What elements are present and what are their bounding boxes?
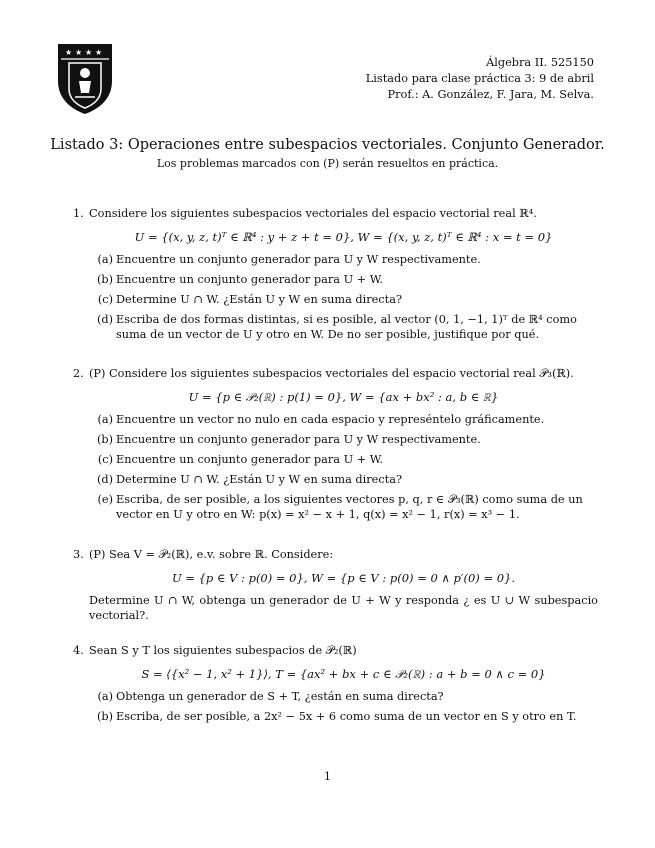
problem-2 [73,366,598,527]
problem-equation: S = ⟨{x² − 1, x² + 1}⟩, T = {ax² + bx + c ∈ 𝒫₂(ℝ) : a + b = 0 ∧ c = 0} [141,667,546,681]
problem-part [89,689,598,704]
part-text: Determine U ∩ W. ¿Están U y W en suma directa? [116,293,403,306]
problem-3 [73,547,598,623]
problem-statement: Sean S y T los siguientes subespacios de 𝒫₂(ℝ) [89,644,357,657]
problem-part [89,272,598,287]
part-text: Escriba, de ser posible, a 2x² − 5x + 6 como suma de un vector en S y otro en T. [116,710,577,723]
page-subtitle: Los problemas marcados con (P) serán resueltos en práctica. [156,157,499,170]
svg-text:★: ★ [65,48,73,57]
course-header [366,55,594,103]
problem-parts [89,252,598,342]
part-label: (a) [97,253,113,266]
problem-part [89,412,598,427]
part-text: Encuentre un conjunto generador para U y W respectivamente. [116,253,481,266]
problem-part [89,252,598,267]
problem-number: 4. [73,644,84,657]
problem-equation: U = {(x, y, z, t)ᵀ ∈ ℝ⁴ : y + z + t = 0}, W = {(x, y, z, t)ᵀ ∈ ℝ⁴ : x = t = 0} [134,230,553,244]
part-label: (a) [97,690,113,703]
professors: Prof.: A. González, F. Jara, M. Selva. [387,88,594,101]
problem-part [89,492,598,522]
page-title: Listado 3: Operaciones entre subespacios vectoriales. Conjunto Generador. [50,137,605,153]
part-text: Encuentre un vector no nulo en cada espacio y represéntelo gráficamente. [116,413,545,426]
part-label: (e) [97,493,113,506]
problem-number: 2. [73,367,84,380]
part-text: Encuentre un conjunto generador para U + W. [116,453,383,466]
problem-part [89,292,598,307]
part-text: Encuentre un conjunto generador para U y W respectivamente. [116,433,481,446]
svg-text:★: ★ [75,48,83,57]
problem-part [89,709,598,724]
problem-number: 3. [73,548,84,561]
page-number: 1 [324,770,331,783]
problem-equation: U = {p ∈ V : p(0) = 0}, W = {p ∈ V : p(0) = 0 ∧ p′(0) = 0}. [171,571,516,585]
university-crest-logo [57,43,113,115]
part-text: Escriba, de ser posible, a los siguientes vectores p, q, r ∈ 𝒫₃(ℝ) como suma de un vector en U y otro en W: p(x) = x² − x + 1, q(x) = x² − 1, r(x) = x³ − 1. [116,493,583,521]
part-label: (c) [97,293,113,306]
problem-statement: Considere los siguientes subespacios vectoriales del espacio vectorial real ℝ⁴. [89,207,537,220]
part-text: Encuentre un conjunto generador para U + W. [116,273,383,286]
problem-part [89,472,598,487]
problem-equation: U = {p ∈ 𝒫₂(ℝ) : p(1) = 0}, W = {ax + bx² : a, b ∈ ℝ} [188,390,499,404]
course-name: Álgebra II. 525150 [486,56,594,69]
problem-parts [89,412,598,522]
problem-statement: (P) Sea V = 𝒫₂(ℝ), e.v. sobre ℝ. Considere: [89,548,334,561]
part-label: (b) [96,433,113,446]
problem-statement: (P) Considere los siguientes subespacios vectoriales del espacio vectorial real 𝒫₃(ℝ). [89,367,574,380]
part-label: (a) [97,413,113,426]
part-text: Obtenga un generador de S + T, ¿están en suma directa? [116,690,444,703]
problem-part [89,432,598,447]
svg-text:★: ★ [95,48,103,57]
part-label: (b) [96,273,113,286]
problem-part [89,312,598,342]
problem-1 [73,206,598,347]
problem-number: 1. [73,207,84,220]
part-label: (b) [96,710,113,723]
problem-4 [73,643,598,729]
part-text: Determine U ∩ W. ¿Están U y W en suma directa? [116,473,403,486]
part-label: (d) [96,313,113,326]
part-label: (d) [96,473,113,486]
part-label: (c) [97,453,113,466]
svg-text:★: ★ [85,48,93,57]
part-text: Escriba de dos formas distintas, si es posible, al vector (0, 1, −1, 1)ᵀ de ℝ⁴ como suma de un vector de U y otro en W. De no ser posible, justifique por qué. [116,313,577,341]
problem-question: Determine U ∩ W, obtenga un generador de U + W y responda ¿ es U ∪ W subespacio vectorial?. [89,594,598,622]
problem-parts [89,689,598,724]
problem-part [89,452,598,467]
listing-date: Listado para clase práctica 3: 9 de abril [365,72,594,85]
